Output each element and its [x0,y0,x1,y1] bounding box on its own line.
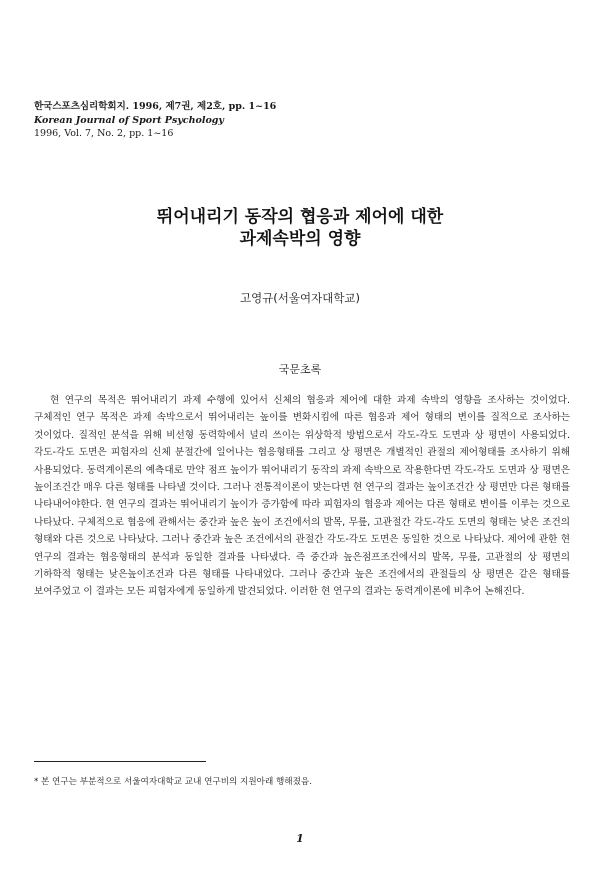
paper-title [0,206,600,250]
journal-issue: 1996, Vol. 7, No. 2, pp. 1~16 [34,128,174,139]
journal-name-english: Korean Journal of Sport Psychology [34,114,224,126]
abstract-heading: 국문초록 [278,363,322,376]
journal-header [34,100,276,141]
page-number: 1 [296,832,304,845]
journal-citation-korean: 한국스포츠심리학회지. 1996, 제7권, 제2호, pp. 1~16 [34,101,277,112]
author: 고영규(서울여자대학교) [239,291,361,305]
paper-title-line1: 뛰어내리기 동작의 협응과 제어에 대한 [156,207,444,227]
abstract-body: 현 연구의 목적은 뛰어내리기 과제 수행에 있어서 신체의 협응과 제어에 대한 과제 속박의 영향을 조사하는 것이었다. 구체적인 연구 목적은 과제 속박으로서 뛰어내리는 높이를 변화시킴에 따른 협응과 제어 형태의 변이를 질적으로 조사하는 것이었다. 질적인 분석을 위해 비선형 동력학에서 널리 쓰이는 위상학적 방법으로서 각도-각도 도면과 상 평면이 사용되었다. 각도-각도 도면은 피험자의 신체 분절간에 일어나는 협응형태를 그리고 상 평면은 개별적인 관절의 제어형태를 조사하기 위해 사용되었다. 동력계이론의 예측대로 만약 점프 높이가 뛰어내리기 동작의 과제 속박으로 작용한다면 각도-각도 도면과 상 평면은 높이조건간 매우 다른 형태를 나타낼 것이다. 그러나 전통적이론이 맞는다면 현 연구의 결과는 높이조건간 상 평면만 다른 형태를 나타내어야한다. 현 연구의 결과는 뛰어내리기 높이가 증가함에 따라 피험자의 협응과 제어는 다른 형태로 변이를 이루는 것으로 나타났다. 구체적으로 협응에 관해서는 중간과 높은 높이 조건에서의 발목, 무릎, 고관절간 각도-각도 도면의 형태는 낮은 조건의 형태와 다른 것으로 나타났다. 그러나 중간과 높은 조건에서의 관절간 각도-각도 도면은 동일한 것으로 나타났다. 제어에 관한 현 연구의 결과는 협응형태의 분석과 동일한 결과를 나타냈다. 즉 중간과 높은점프조건에서의 발목, 무릎, 고관절의 상 평면의 기하학적 형태는 낮은높이조건과 다른 형태를 나타내었다. 그러나 중간과 높은 조건에서의 관절들의 상 평면은 같은 형태를 보여주었고 이 결과는 모든 피험자에게 동일하게 발견되었다. 이러한 현 연구의 결과는 동력계이론에 비추어 논해진다. [34,395,570,598]
footnote: * 본 연구는 부분적으로 서울여자대학교 교내 연구비의 지원아래 행해졌음. [34,777,312,787]
paper-title-line2: 과제속박의 영향 [239,229,361,249]
footnote-divider [34,761,206,762]
